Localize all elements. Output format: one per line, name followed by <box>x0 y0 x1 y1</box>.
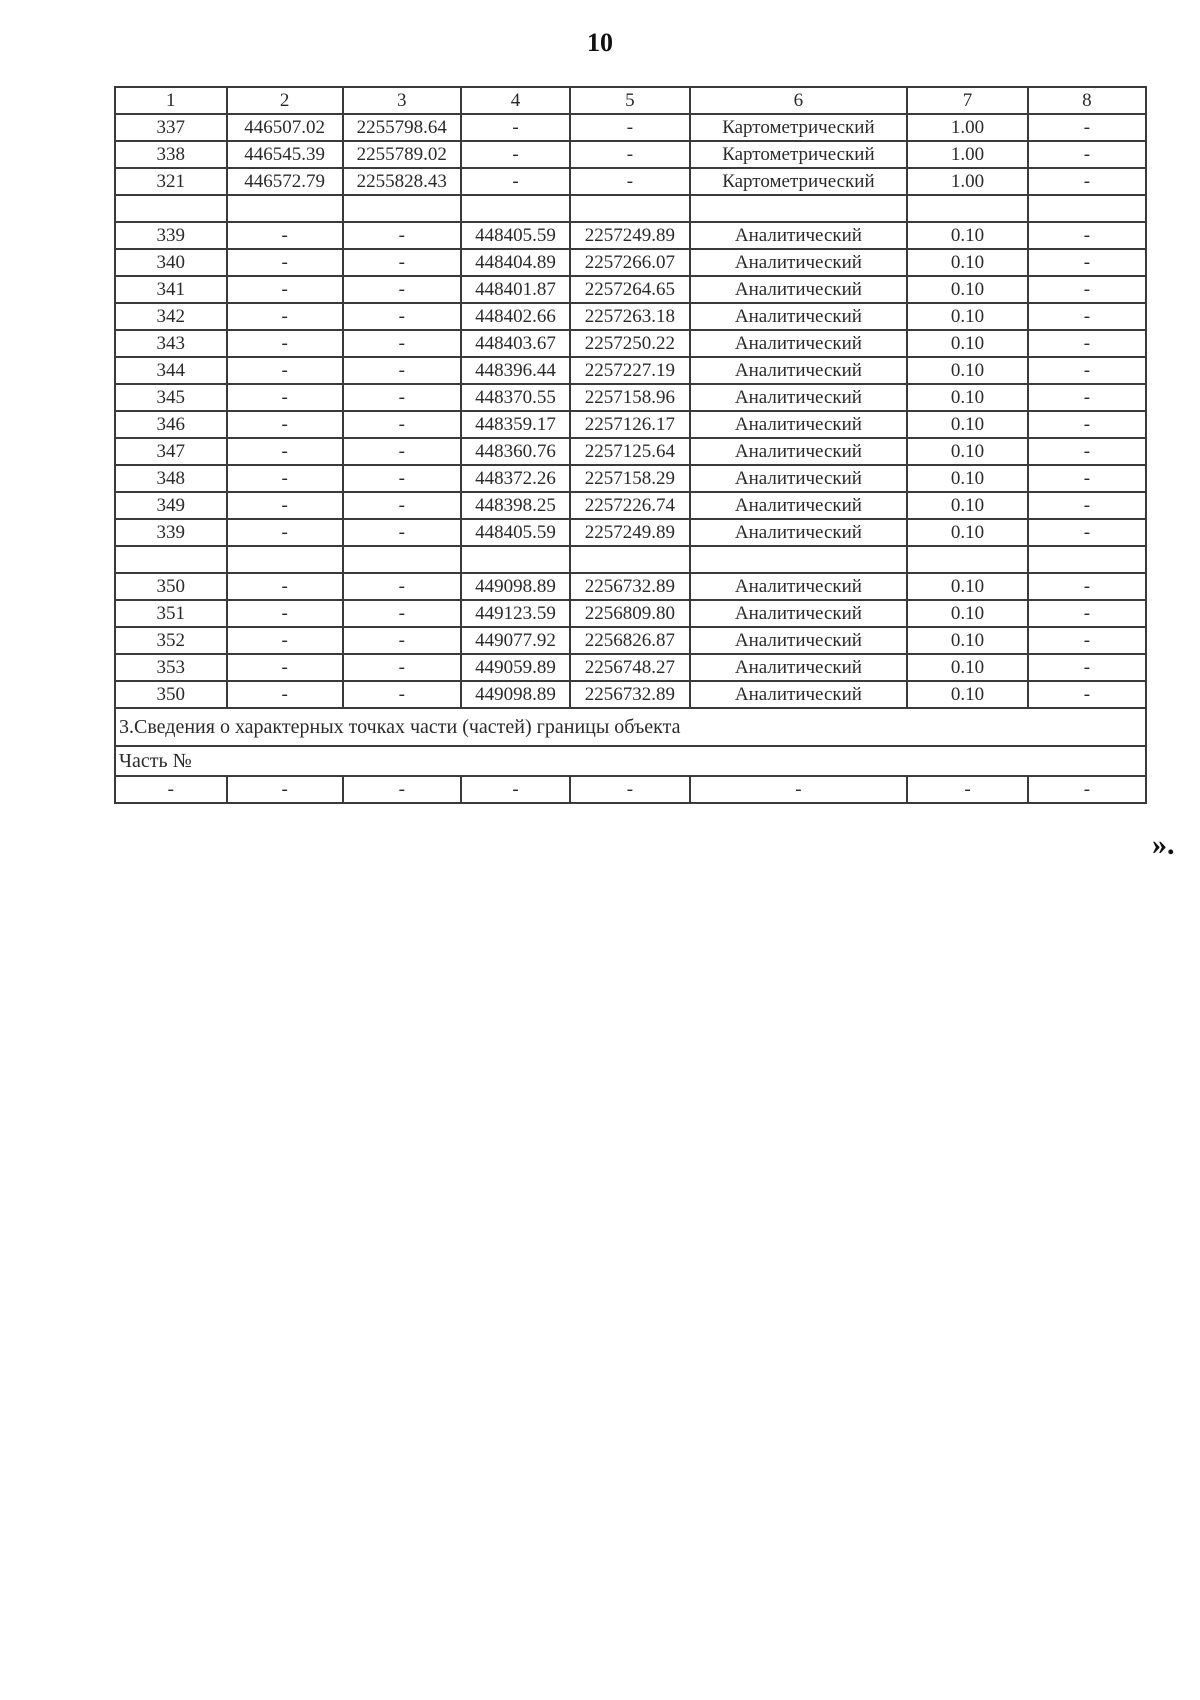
header-row <box>115 87 1146 114</box>
table-cell: - <box>1028 411 1146 438</box>
table-cell: - <box>1028 681 1146 708</box>
table-cell: 2257266.07 <box>570 249 689 276</box>
table-cell: 1.00 <box>907 114 1027 141</box>
table-row <box>115 330 1146 357</box>
table-row <box>115 141 1146 168</box>
table-cell: - <box>227 249 343 276</box>
table-cell: 345 <box>115 384 227 411</box>
table-cell: 2255789.02 <box>343 141 461 168</box>
table-cell: 2257158.29 <box>570 465 689 492</box>
table-cell: 344 <box>115 357 227 384</box>
table-cell: Аналитический <box>690 357 908 384</box>
table-cell: 0.10 <box>907 357 1027 384</box>
table-cell: 448360.76 <box>461 438 570 465</box>
table-cell: Аналитический <box>690 276 908 303</box>
closing-quote-mark: ». <box>1152 828 1175 861</box>
empty-cell <box>907 195 1027 222</box>
table-cell: 0.10 <box>907 519 1027 546</box>
table-cell: - <box>1028 114 1146 141</box>
table-cell: Аналитический <box>690 519 908 546</box>
table-cell: 339 <box>115 222 227 249</box>
table-cell: 6 <box>690 87 908 114</box>
table-cell: - <box>907 776 1027 803</box>
table-cell: 1.00 <box>907 168 1027 195</box>
table-cell: - <box>461 168 570 195</box>
table-cell: 348 <box>115 465 227 492</box>
table-cell: 341 <box>115 276 227 303</box>
table-cell: 0.10 <box>907 681 1027 708</box>
table-cell: - <box>343 519 461 546</box>
table-cell: - <box>227 492 343 519</box>
table-cell: - <box>1028 141 1146 168</box>
table-cell: 2255828.43 <box>343 168 461 195</box>
empty-cell <box>1028 195 1146 222</box>
table-cell: - <box>1028 776 1146 803</box>
table-cell: 2257126.17 <box>570 411 689 438</box>
table-cell: 446545.39 <box>227 141 343 168</box>
table-cell: 0.10 <box>907 222 1027 249</box>
table-cell: Аналитический <box>690 573 908 600</box>
table-cell: 0.10 <box>907 303 1027 330</box>
table-cell: - <box>1028 492 1146 519</box>
table-cell: - <box>343 384 461 411</box>
table-cell: 2257158.96 <box>570 384 689 411</box>
table-cell: 448372.26 <box>461 465 570 492</box>
table-cell: - <box>343 222 461 249</box>
table-cell: 2256809.80 <box>570 600 689 627</box>
empty-cell <box>115 546 227 573</box>
table-cell: - <box>227 600 343 627</box>
table-cell: 448402.66 <box>461 303 570 330</box>
table-cell: - <box>115 776 227 803</box>
table-cell: - <box>1028 573 1146 600</box>
table-cell: 2257249.89 <box>570 222 689 249</box>
table-cell: 337 <box>115 114 227 141</box>
table-cell: 342 <box>115 303 227 330</box>
table-cell: 338 <box>115 141 227 168</box>
table-cell: 0.10 <box>907 654 1027 681</box>
table-cell: 0.10 <box>907 384 1027 411</box>
table-row <box>115 654 1146 681</box>
empty-cell <box>227 546 343 573</box>
table-cell: 0.10 <box>907 492 1027 519</box>
empty-cell <box>690 195 908 222</box>
table-cell: 448401.87 <box>461 276 570 303</box>
table-cell: 446507.02 <box>227 114 343 141</box>
table-cell: 2 <box>227 87 343 114</box>
table-cell: - <box>343 465 461 492</box>
table-cell: 2256732.89 <box>570 573 689 600</box>
table-cell: - <box>1028 465 1146 492</box>
table-cell: 347 <box>115 438 227 465</box>
table-cell: - <box>343 411 461 438</box>
table-cell: 448359.17 <box>461 411 570 438</box>
table-cell: - <box>1028 438 1146 465</box>
table-cell: 0.10 <box>907 330 1027 357</box>
table-cell: 0.10 <box>907 600 1027 627</box>
table-cell: 0.10 <box>907 411 1027 438</box>
table-cell: 448403.67 <box>461 330 570 357</box>
table-cell: 349 <box>115 492 227 519</box>
table-cell: 351 <box>115 600 227 627</box>
table-cell: - <box>343 303 461 330</box>
table-cell: 448404.89 <box>461 249 570 276</box>
table-cell: Аналитический <box>690 492 908 519</box>
empty-cell <box>461 195 570 222</box>
table-cell: - <box>227 357 343 384</box>
table-cell: - <box>1028 303 1146 330</box>
table-row <box>115 384 1146 411</box>
empty-cell <box>115 195 227 222</box>
table-cell: - <box>227 222 343 249</box>
table-cell: 449059.89 <box>461 654 570 681</box>
table-cell: 4 <box>461 87 570 114</box>
table-cell: - <box>461 776 570 803</box>
table-row <box>115 465 1146 492</box>
table-cell: - <box>343 330 461 357</box>
table-cell: - <box>227 627 343 654</box>
table-cell: 2255798.64 <box>343 114 461 141</box>
table-cell: 446572.79 <box>227 168 343 195</box>
table-cell: 350 <box>115 573 227 600</box>
table-cell: - <box>1028 600 1146 627</box>
table-row <box>115 303 1146 330</box>
table-cell: - <box>227 384 343 411</box>
table-cell: 448396.44 <box>461 357 570 384</box>
table-row <box>115 168 1146 195</box>
table-cell: 343 <box>115 330 227 357</box>
table-cell: - <box>1028 276 1146 303</box>
table-cell: - <box>1028 357 1146 384</box>
table-row <box>115 357 1146 384</box>
table-row <box>115 114 1146 141</box>
table-cell: 0.10 <box>907 438 1027 465</box>
table-cell: 346 <box>115 411 227 438</box>
table-cell: 0.10 <box>907 276 1027 303</box>
table-cell: 2256732.89 <box>570 681 689 708</box>
table-cell: - <box>570 776 689 803</box>
table-cell: - <box>227 776 343 803</box>
table-cell: - <box>1028 384 1146 411</box>
empty-cell <box>1028 546 1146 573</box>
table-cell: - <box>1028 249 1146 276</box>
table-cell: - <box>1028 654 1146 681</box>
table-cell: 2257249.89 <box>570 519 689 546</box>
table-cell: Аналитический <box>690 600 908 627</box>
table-cell: 0.10 <box>907 249 1027 276</box>
table-cell: - <box>227 681 343 708</box>
table-row <box>115 573 1146 600</box>
table-cell: 8 <box>1028 87 1146 114</box>
table-row <box>115 600 1146 627</box>
table-cell: - <box>343 627 461 654</box>
table-cell: 5 <box>570 87 689 114</box>
table-row <box>115 249 1146 276</box>
table-cell: 449098.89 <box>461 681 570 708</box>
table-cell: - <box>461 141 570 168</box>
table-cell: - <box>690 776 908 803</box>
table-cell: 1.00 <box>907 141 1027 168</box>
table-cell: - <box>227 303 343 330</box>
table-row <box>115 681 1146 708</box>
table-cell: - <box>1028 627 1146 654</box>
table-cell: 1 <box>115 87 227 114</box>
table-cell: Аналитический <box>690 654 908 681</box>
table-row <box>115 438 1146 465</box>
table-row <box>115 627 1146 654</box>
table-cell: 7 <box>907 87 1027 114</box>
table-cell: 0.10 <box>907 573 1027 600</box>
table-cell: - <box>1028 222 1146 249</box>
table-cell: Картометрический <box>690 114 908 141</box>
table-cell: - <box>1028 330 1146 357</box>
table-cell: 2257125.64 <box>570 438 689 465</box>
table-cell: Картометрический <box>690 141 908 168</box>
table-row <box>115 222 1146 249</box>
table-cell: 2257226.74 <box>570 492 689 519</box>
table-cell: - <box>227 654 343 681</box>
table-cell: - <box>227 519 343 546</box>
empty-cell <box>570 195 689 222</box>
empty-separator-row <box>115 195 1146 222</box>
table-cell: Аналитический <box>690 249 908 276</box>
table-cell: - <box>343 492 461 519</box>
table-cell: - <box>570 168 689 195</box>
table-cell: - <box>227 465 343 492</box>
table-cell: 2257264.65 <box>570 276 689 303</box>
table-cell: - <box>227 438 343 465</box>
table-row <box>115 776 1146 803</box>
part-number-label: Часть № <box>115 746 1146 776</box>
table-cell: 2257250.22 <box>570 330 689 357</box>
table-cell: 448405.59 <box>461 222 570 249</box>
table-cell: 3 <box>343 87 461 114</box>
table-cell: 2256748.27 <box>570 654 689 681</box>
table-cell: 340 <box>115 249 227 276</box>
table-cell: 350 <box>115 681 227 708</box>
table-cell: 449077.92 <box>461 627 570 654</box>
part-number-label-row <box>115 746 1146 776</box>
section-title: 3.Сведения о характерных точках части (частей) границы объекта <box>115 708 1146 746</box>
table-cell: 2257227.19 <box>570 357 689 384</box>
table-cell: - <box>227 330 343 357</box>
page-number: 10 <box>587 28 613 57</box>
table-cell: - <box>343 438 461 465</box>
table-cell: Аналитический <box>690 438 908 465</box>
table-cell: - <box>1028 519 1146 546</box>
table-cell: - <box>227 411 343 438</box>
coordinates-table <box>114 86 1147 804</box>
section-title-row <box>115 708 1146 746</box>
table-cell: - <box>343 776 461 803</box>
table-row <box>115 411 1146 438</box>
table-cell: Аналитический <box>690 411 908 438</box>
table-cell: 449098.89 <box>461 573 570 600</box>
table-cell: 448370.55 <box>461 384 570 411</box>
table-cell: 353 <box>115 654 227 681</box>
empty-cell <box>227 195 343 222</box>
table-cell: - <box>227 276 343 303</box>
table-cell: - <box>343 573 461 600</box>
table-cell: Картометрический <box>690 168 908 195</box>
empty-cell <box>343 195 461 222</box>
table-cell: 321 <box>115 168 227 195</box>
table-cell: - <box>343 600 461 627</box>
table-cell: Аналитический <box>690 330 908 357</box>
empty-cell <box>570 546 689 573</box>
empty-cell <box>907 546 1027 573</box>
table-cell: 449123.59 <box>461 600 570 627</box>
table-cell: 352 <box>115 627 227 654</box>
table-cell: 448398.25 <box>461 492 570 519</box>
table-cell: 0.10 <box>907 627 1027 654</box>
table-row <box>115 276 1146 303</box>
table-cell: - <box>343 681 461 708</box>
table-cell: 339 <box>115 519 227 546</box>
table-cell: - <box>570 114 689 141</box>
table-cell: Аналитический <box>690 465 908 492</box>
table-cell: 2257263.18 <box>570 303 689 330</box>
empty-cell <box>461 546 570 573</box>
table-cell: Аналитический <box>690 384 908 411</box>
table-cell: 0.10 <box>907 465 1027 492</box>
table-cell: - <box>1028 168 1146 195</box>
table-cell: - <box>227 573 343 600</box>
table-cell: Аналитический <box>690 627 908 654</box>
empty-cell <box>690 546 908 573</box>
table-row <box>115 519 1146 546</box>
table-row <box>115 492 1146 519</box>
table-body <box>115 87 1146 803</box>
table-cell: - <box>343 357 461 384</box>
table-cell: Аналитический <box>690 222 908 249</box>
table-cell: Аналитический <box>690 303 908 330</box>
empty-cell <box>343 546 461 573</box>
table-cell: Аналитический <box>690 681 908 708</box>
table-cell: 448405.59 <box>461 519 570 546</box>
table-cell: 2256826.87 <box>570 627 689 654</box>
table-cell: - <box>570 141 689 168</box>
table-cell: - <box>343 276 461 303</box>
empty-separator-row <box>115 546 1146 573</box>
table-cell: - <box>461 114 570 141</box>
table-cell: - <box>343 654 461 681</box>
table-cell: - <box>343 249 461 276</box>
